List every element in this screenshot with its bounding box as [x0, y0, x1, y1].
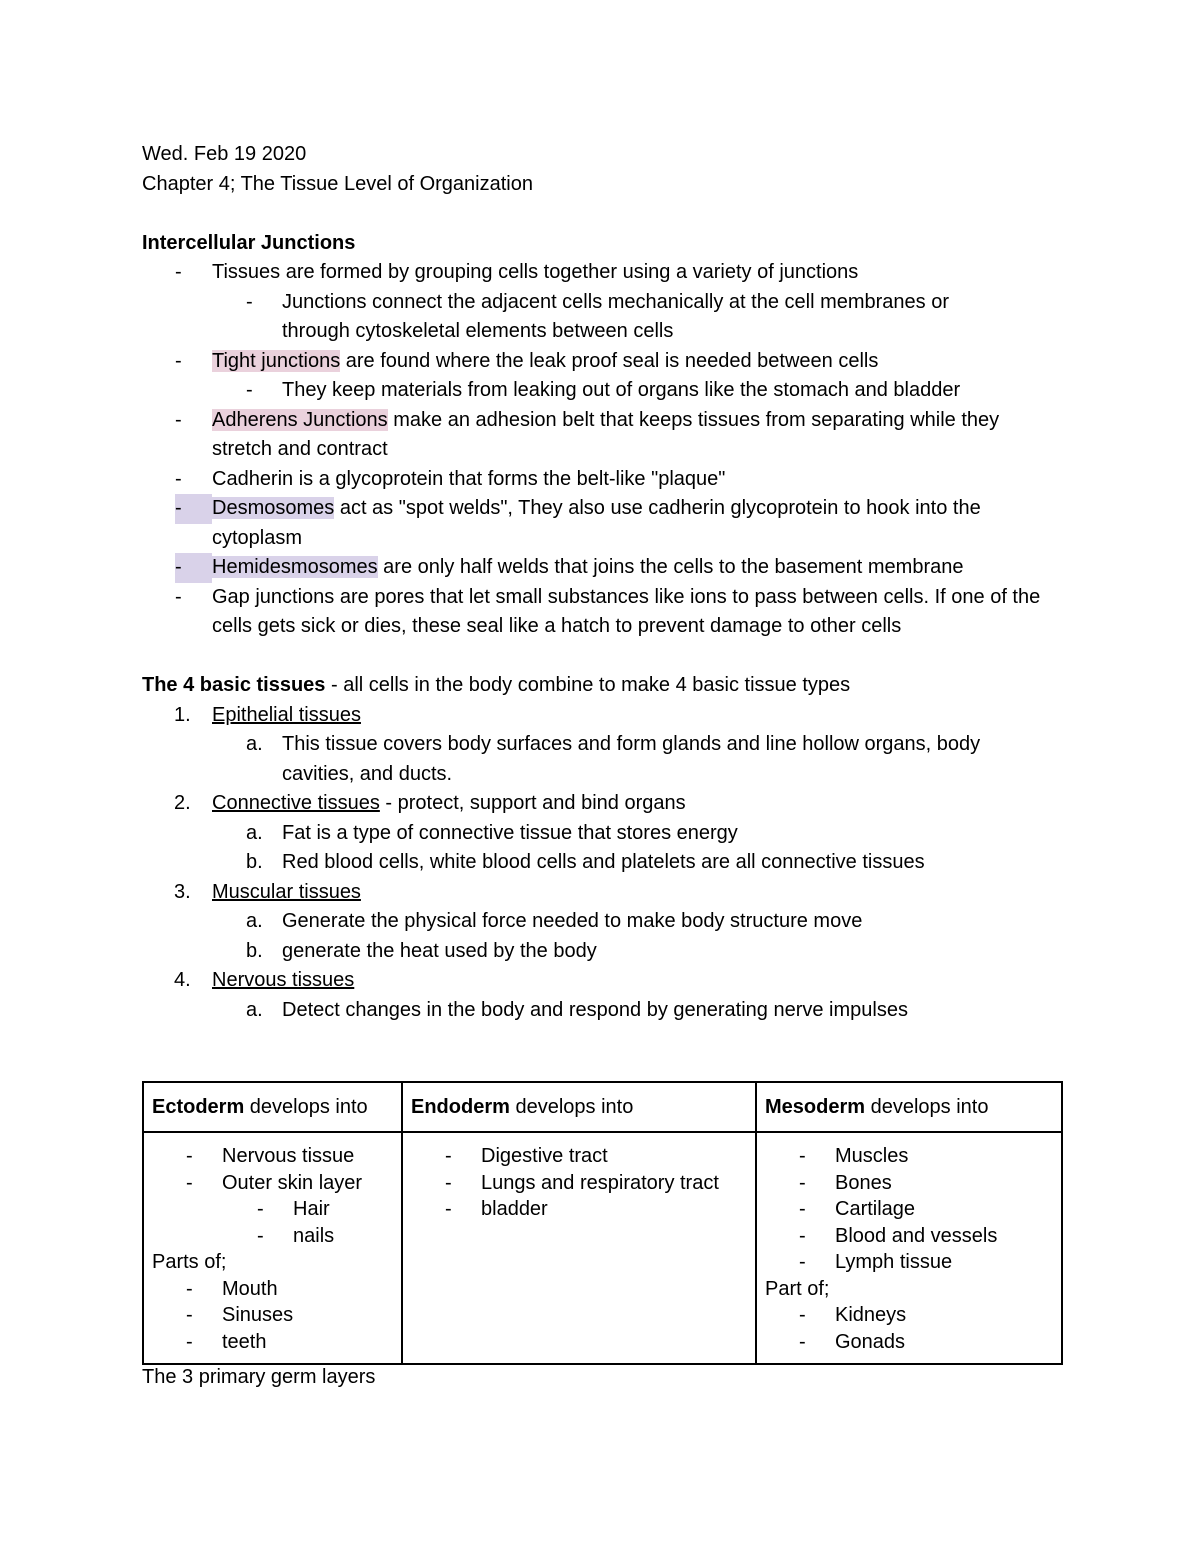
chapter-title: Chapter 4; The Tissue Level of Organization — [142, 172, 533, 195]
junctions-heading: Intercellular Junctions — [142, 231, 356, 254]
list-item: - Kidneys — [799, 1304, 907, 1326]
list-item: - Bones — [799, 1171, 892, 1194]
tissue-item: 2. Connective tissues - protect, support and bind organs — [174, 792, 686, 814]
list-item: - Digestive tract — [445, 1145, 608, 1167]
ectoderm-header: Ectoderm develops into — [143, 1082, 402, 1132]
list-subitem: - nails — [257, 1224, 335, 1247]
list-item: - bladder — [445, 1198, 548, 1220]
ectoderm-cell — [143, 1132, 402, 1364]
tissue-item: 3. Muscular tissues — [174, 880, 361, 903]
germ-layers-table — [142, 1081, 1063, 1365]
tissue-subitem: a. Generate the physical force needed to make body structure move — [246, 910, 863, 932]
tissue-name: Epithelial tissues — [212, 703, 361, 726]
term-desmosomes: Desmosomes — [212, 497, 335, 519]
junction-item: - Cadherin is a glycoprotein that forms the belt-like "plaque" — [175, 467, 726, 490]
list-item: - Nervous tissue — [186, 1145, 355, 1167]
list-item: - Mouth — [186, 1277, 278, 1300]
term-hemidesmosomes: Hemidesmosomes — [212, 556, 378, 578]
list-item: - Cartilage — [799, 1198, 916, 1220]
tissue-subitem: a. This tissue covers body surfaces and form glands and line hollow organs, body cavities, and ducts. — [246, 733, 981, 785]
basic-tissues-heading: The 4 basic tissues - all cells in the body combine to make 4 basic tissue types — [142, 674, 851, 696]
table-header-row — [143, 1082, 1062, 1132]
list-item: - Blood and vessels — [799, 1224, 998, 1247]
junction-item-gap: - Gap junctions are pores that let small substances like ions to pass between cells. If one of the cells gets sick or dies, these seal like a hatch to prevent damage to other cells — [175, 585, 1041, 637]
tissue-subitem: b. Red blood cells, white blood cells and platelets are all connective tissues — [246, 851, 925, 873]
list-item: - teeth — [186, 1330, 267, 1353]
tissue-subitem: a. Detect changes in the body and respond by generating nerve impulses — [246, 998, 908, 1021]
mesoderm-header: Mesoderm develops into — [756, 1082, 1062, 1132]
junction-item-desmosomes: - Desmosomes act as "spot welds", They also use cadherin glycoprotein to hook into the cytoplasm — [142, 494, 1062, 553]
tissue-subitem: b. generate the heat used by the body — [246, 939, 597, 962]
term-adherens-junctions: Adherens Junctions — [212, 408, 388, 431]
list-item: - Lungs and respiratory tract — [445, 1171, 719, 1194]
date-line: Wed. Feb 19 2020 — [142, 143, 307, 165]
document-body — [142, 140, 1062, 1025]
junction-subitem: - They keep materials from leaking out of organs like the stomach and bladder — [246, 379, 961, 401]
endoderm-header: Endoderm develops into — [402, 1082, 756, 1132]
parts-label: Part of; — [765, 1277, 830, 1300]
tissue-item: 4. Nervous tissues — [174, 969, 355, 991]
table-caption: The 3 primary germ layers — [142, 1366, 376, 1388]
tissue-item: 1. Epithelial tissues — [174, 703, 361, 726]
tissue-name: Muscular tissues — [212, 880, 361, 903]
parts-label: Parts of; — [152, 1251, 227, 1273]
junction-item-adherens: - Adherens Junctions make an adhesion belt that keeps tissues from separating while they stretch and contract — [175, 408, 1000, 460]
mesoderm-cell — [756, 1132, 1062, 1364]
list-item: - Sinuses — [186, 1304, 294, 1326]
junction-subitem: - Junctions connect the adjacent cells mechanically at the cell membranes or through cytoskeletal elements between cells — [246, 290, 950, 342]
junction-item-tight: - Tight junctions are found where the leak proof seal is needed between cells — [175, 349, 879, 372]
table-body-row — [143, 1132, 1062, 1364]
list-item: - Gonads — [799, 1330, 906, 1353]
tissue-name: Connective tissues — [212, 792, 380, 814]
list-item: - Outer skin layer — [186, 1171, 363, 1194]
junction-item: - Tissues are formed by grouping cells together using a variety of junctions — [175, 261, 859, 283]
tissue-subitem: a. Fat is a type of connective tissue that stores energy — [246, 821, 738, 844]
term-tight-junctions: Tight junctions — [212, 349, 341, 372]
tissue-name: Nervous tissues — [212, 969, 355, 991]
junction-item-hemidesmosomes: - Hemidesmosomes are only half welds that joins the cells to the basement membrane — [142, 553, 1062, 583]
list-item: - Muscles — [799, 1145, 909, 1167]
list-item: - Lymph tissue — [799, 1251, 953, 1273]
endoderm-cell — [402, 1132, 756, 1364]
list-subitem: - Hair — [257, 1198, 330, 1220]
